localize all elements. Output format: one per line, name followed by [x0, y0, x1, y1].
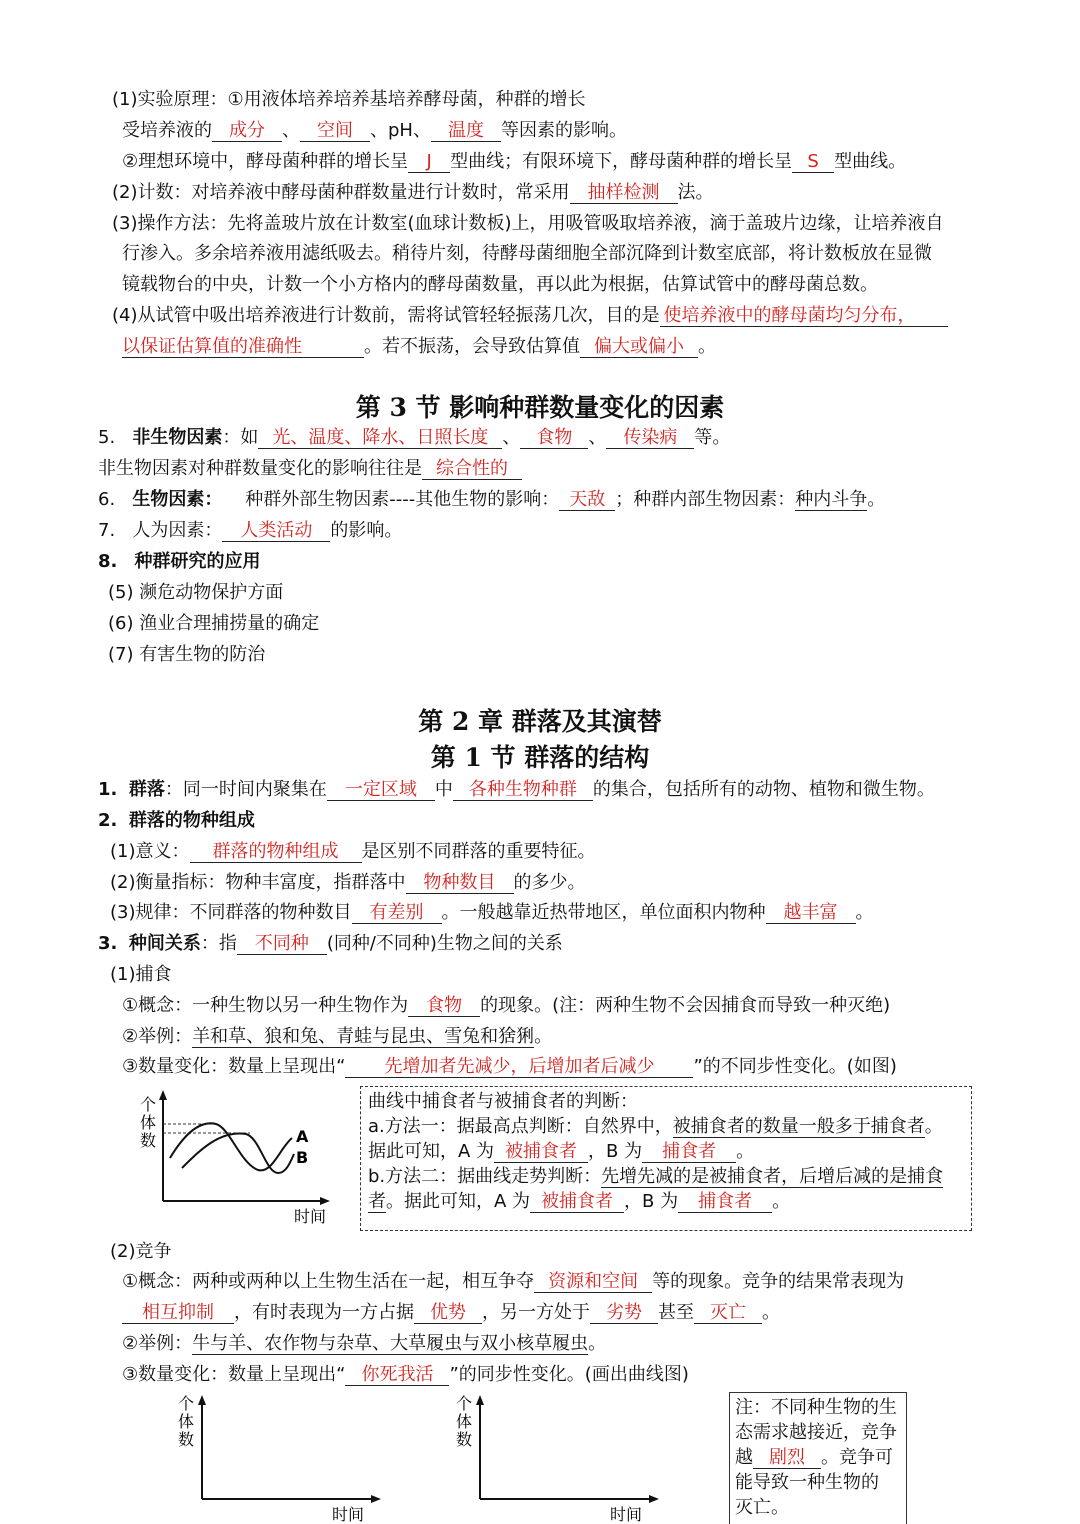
- answer-fengfu: 越丰富: [766, 902, 856, 924]
- note-line-5: 灭亡。: [735, 1497, 789, 1518]
- exp-count-line: (2)计数：对培养液中酵母菌种群数量进行计数时，常采用 抽样检测 法。: [112, 182, 714, 203]
- answer-wendu: 温度: [431, 120, 501, 142]
- curve-A: [170, 1123, 292, 1170]
- x-label: 时间: [610, 1505, 643, 1523]
- predation-example-line: ②举例：羊和草、狼和兔、青蛙与昆虫、雪兔和猞猁。: [122, 1026, 553, 1047]
- note-line-4: 能导致一种生物的: [735, 1472, 879, 1493]
- judgement-method2-line: b.方法二：据曲线走势判断：先增先减的是被捕食者，后增后减的是捕食: [368, 1166, 944, 1187]
- competition-concept-line1: ①概念：两种或两种以上生物生活在一起，相互争夺 资源和空间 等的现象。竞争的结果常表现为: [122, 1271, 905, 1292]
- answer-miewang: 灭亡: [694, 1302, 762, 1324]
- factor-human-line: 7. 人为因素： 人类活动 的影响。: [98, 520, 403, 541]
- answer-J: J: [408, 151, 450, 173]
- answer-mudi-part1: 使培养液中的酵母菌均匀分布，: [660, 305, 948, 327]
- competition-graph-1: [170, 1392, 390, 1523]
- x-axis-arrow-icon: [320, 1197, 330, 1205]
- exp-method-line3: 镜载物台的中央，计数一个小方格内的酵母菌数量，再以此为根据，估算试管中的酵母菌总数。: [122, 274, 878, 295]
- judgement-method2-result: 者。据此可知，A 为 被捕食者 ，B 为 捕食者 。: [368, 1191, 791, 1212]
- exp-principle-line1: (1)实验原理：①用液体培养培养基培养酵母菌，种群的增长: [112, 89, 586, 110]
- y-label-char: 体: [456, 1412, 473, 1431]
- composition-rule-line: (3)规律：不同群落的物种数目 有差别 。一般越靠近热带地区，单位面积内物种 越丰富 。: [110, 902, 874, 923]
- answer-quyu: 一定区域: [327, 779, 435, 801]
- answer-chuanran: 传染病: [606, 427, 694, 449]
- community-def-line: 1. 群落：同一时间内聚集在 一定区域 中 各种生物种群 的集合，包括所有的动物、植物和微生物。: [98, 779, 935, 800]
- answer-zonghe: 综合性的: [422, 458, 522, 480]
- answer-zhongqun: 各种生物种群: [453, 779, 593, 801]
- y-label-char: 数: [178, 1430, 195, 1449]
- answer-zucheng: 群落的物种组成: [190, 841, 362, 863]
- answer-S: S: [792, 151, 834, 173]
- y-label-char: 个: [456, 1394, 473, 1413]
- x-label: 时间: [294, 1207, 327, 1226]
- predation-heading: (1)捕食: [110, 964, 172, 985]
- x-label: 时间: [332, 1505, 365, 1523]
- answer-pian: 偏大或偏小: [580, 336, 698, 358]
- y-axis-arrow-icon: [476, 1395, 484, 1405]
- competition-graph-2: [448, 1392, 668, 1523]
- application-heading: 8. 种群研究的应用: [98, 551, 261, 572]
- y-label-char: 个: [178, 1394, 195, 1413]
- answer-julie: 剧烈: [753, 1447, 821, 1469]
- section3-title: 第 3 节 影响种群数量变化的因素: [355, 393, 725, 422]
- answer-B2: 捕食者: [678, 1191, 772, 1213]
- judgement-method1-result: 据此可知，A 为 被捕食者 ，B 为 捕食者 。: [368, 1141, 755, 1162]
- curve-B: [182, 1133, 294, 1173]
- answer-A1: 被捕食者: [494, 1141, 588, 1163]
- y-label-char: 体: [178, 1412, 195, 1431]
- exp-principle-line3: ②理想环境中，酵母菌种群的增长呈 J 型曲线；有限环境下，酵母菌种群的增长呈 S 型曲线。: [122, 151, 907, 172]
- answer-shiwu: 食物: [520, 427, 588, 449]
- x-axis-arrow-icon: [371, 1495, 381, 1503]
- interspecific-heading: 3. 种间关系：指 不同种 (同种/不同种)生物之间的关系: [98, 933, 563, 954]
- chapter2-title: 第 2 章 群落及其演替: [418, 707, 662, 736]
- answer-shumu: 物种数目: [406, 872, 514, 894]
- y-label-char: 体: [140, 1113, 157, 1132]
- answer-lieshi: 劣势: [590, 1302, 658, 1324]
- predation-concept-line: ①概念：一种生物以另一种生物作为 食物 的现象。(注：两种生物不会因捕食而导致一种灭绝): [122, 995, 891, 1016]
- answer-food: 食物: [408, 995, 480, 1017]
- application-item-7: (7) 有害生物的防治: [108, 644, 266, 665]
- answer-guang: 光、温度、降水、日照长度: [258, 427, 502, 449]
- answer-butong: 不同种: [237, 933, 327, 955]
- factor-biotic-line: 6. 生物因素： 种群外部生物因素----其他生物的影响： 天敌 ；种群内部生物因素：种内斗争。: [98, 489, 886, 510]
- predation-change-line: ③数量变化：数量上呈现出“ 先增加者先减少，后增加者后减少 ”的不同步性变化。(如图): [122, 1056, 897, 1077]
- species-composition-heading: 2. 群落的物种组成: [98, 810, 255, 831]
- answer-chabie: 有差别: [352, 902, 442, 924]
- exp-shake-line2: 以保证估算值的准确性 。若不振荡，会导致估算值 偏大或偏小 。: [122, 336, 716, 357]
- judgement-title: 曲线中捕食者与被捕食者的判断：: [368, 1091, 638, 1112]
- curve-label-B: B: [296, 1148, 309, 1167]
- answer-chouyang: 抽样检测: [570, 182, 678, 204]
- answer-youshi: 优势: [414, 1302, 482, 1324]
- answer-kongjian: 空间: [300, 120, 370, 142]
- competition-heading: (2)竞争: [110, 1241, 172, 1262]
- factor-abiotic-line2: 非生物因素对种群数量变化的影响往往是 综合性的: [98, 457, 522, 481]
- judgement-method1-line: a.方法一：据最高点判断：自然界中，被捕食者的数量一般多于捕食者。: [368, 1116, 943, 1137]
- answer-B1: 捕食者: [642, 1141, 736, 1163]
- application-item-5: (5) 濒危动物保护方面: [108, 582, 284, 603]
- exp-method-line1: (3)操作方法：先将盖玻片放在计数室(血球计数板)上，用吸管吸取培养液，滴于盖玻片边缘，让培养液自: [112, 213, 944, 234]
- note-line-3: 越 剧烈 。竞争可: [735, 1447, 893, 1468]
- note-line-2: 态需求越接近，竞争: [735, 1422, 897, 1443]
- exp-principle-line2: 受培养液的 成分 、 空间 、pH、 温度 等因素的影响。: [122, 120, 627, 141]
- composition-index-line: (2)衡量指标：物种丰富度，指群落中 物种数目 的多少。: [110, 872, 586, 893]
- competition-example-line: ②举例：牛与羊、农作物与杂草、大草履虫与双小核草履虫。: [122, 1333, 607, 1354]
- curve-label-A: A: [296, 1127, 309, 1146]
- note-line-1: 注：不同种生物的生: [735, 1397, 897, 1418]
- answer-tiandi: 天敌: [559, 489, 615, 511]
- answer-renlei: 人类活动: [222, 520, 330, 542]
- predation-graph: [130, 1088, 340, 1228]
- answer-chengfen: 成分: [212, 120, 282, 142]
- y-axis-arrow-icon: [159, 1090, 167, 1100]
- exp-method-line2: 行渗入。多余培养液用滤纸吸去。稍待片刻，待酵母菌细胞全部沉降到计数室底部，将计数板放在显微: [122, 243, 932, 264]
- application-item-6: (6) 渔业合理捕捞量的确定: [108, 613, 320, 634]
- x-axis-arrow-icon: [649, 1495, 659, 1503]
- y-label-char: 数: [456, 1430, 473, 1449]
- chapter2-section1-title: 第 1 节 群落的结构: [430, 743, 650, 772]
- answer-yizhi: 相互抑制: [122, 1302, 234, 1324]
- answer-A2: 被捕食者: [530, 1191, 624, 1213]
- factor-abiotic-line: 5. 非生物因素：如 光、温度、降水、日照长度 、 食物 、 传染病 等。: [98, 427, 731, 448]
- y-axis-arrow-icon: [198, 1395, 206, 1405]
- answer-xianzeng: 先增加者先减少，后增加者后减少: [345, 1056, 693, 1078]
- competition-change-line: ③数量变化：数量上呈现出“ 你死我活 ”的同步性变化。(画出曲线图): [122, 1364, 689, 1385]
- answer-mudi-part2: 以保证估算值的准确性: [122, 336, 364, 358]
- exp-shake-line1: (4)从试管中吸出培养液进行计数前，需将试管轻轻振荡几次，目的是 使培养液中的酵母菌均匀分布，: [112, 304, 948, 328]
- answer-ziyuan: 资源和空间: [534, 1271, 652, 1293]
- y-label-char: 数: [140, 1131, 157, 1150]
- y-label-char: 个: [140, 1095, 157, 1114]
- competition-concept-line2: 相互抑制 ，有时表现为一方占据 优势 ，另一方处于 劣势 甚至 灭亡 。: [122, 1301, 780, 1325]
- answer-nisi: 你死我活: [345, 1364, 449, 1386]
- composition-meaning-line: (1)意义： 群落的物种组成 是区别不同群落的重要特征。: [110, 841, 596, 862]
